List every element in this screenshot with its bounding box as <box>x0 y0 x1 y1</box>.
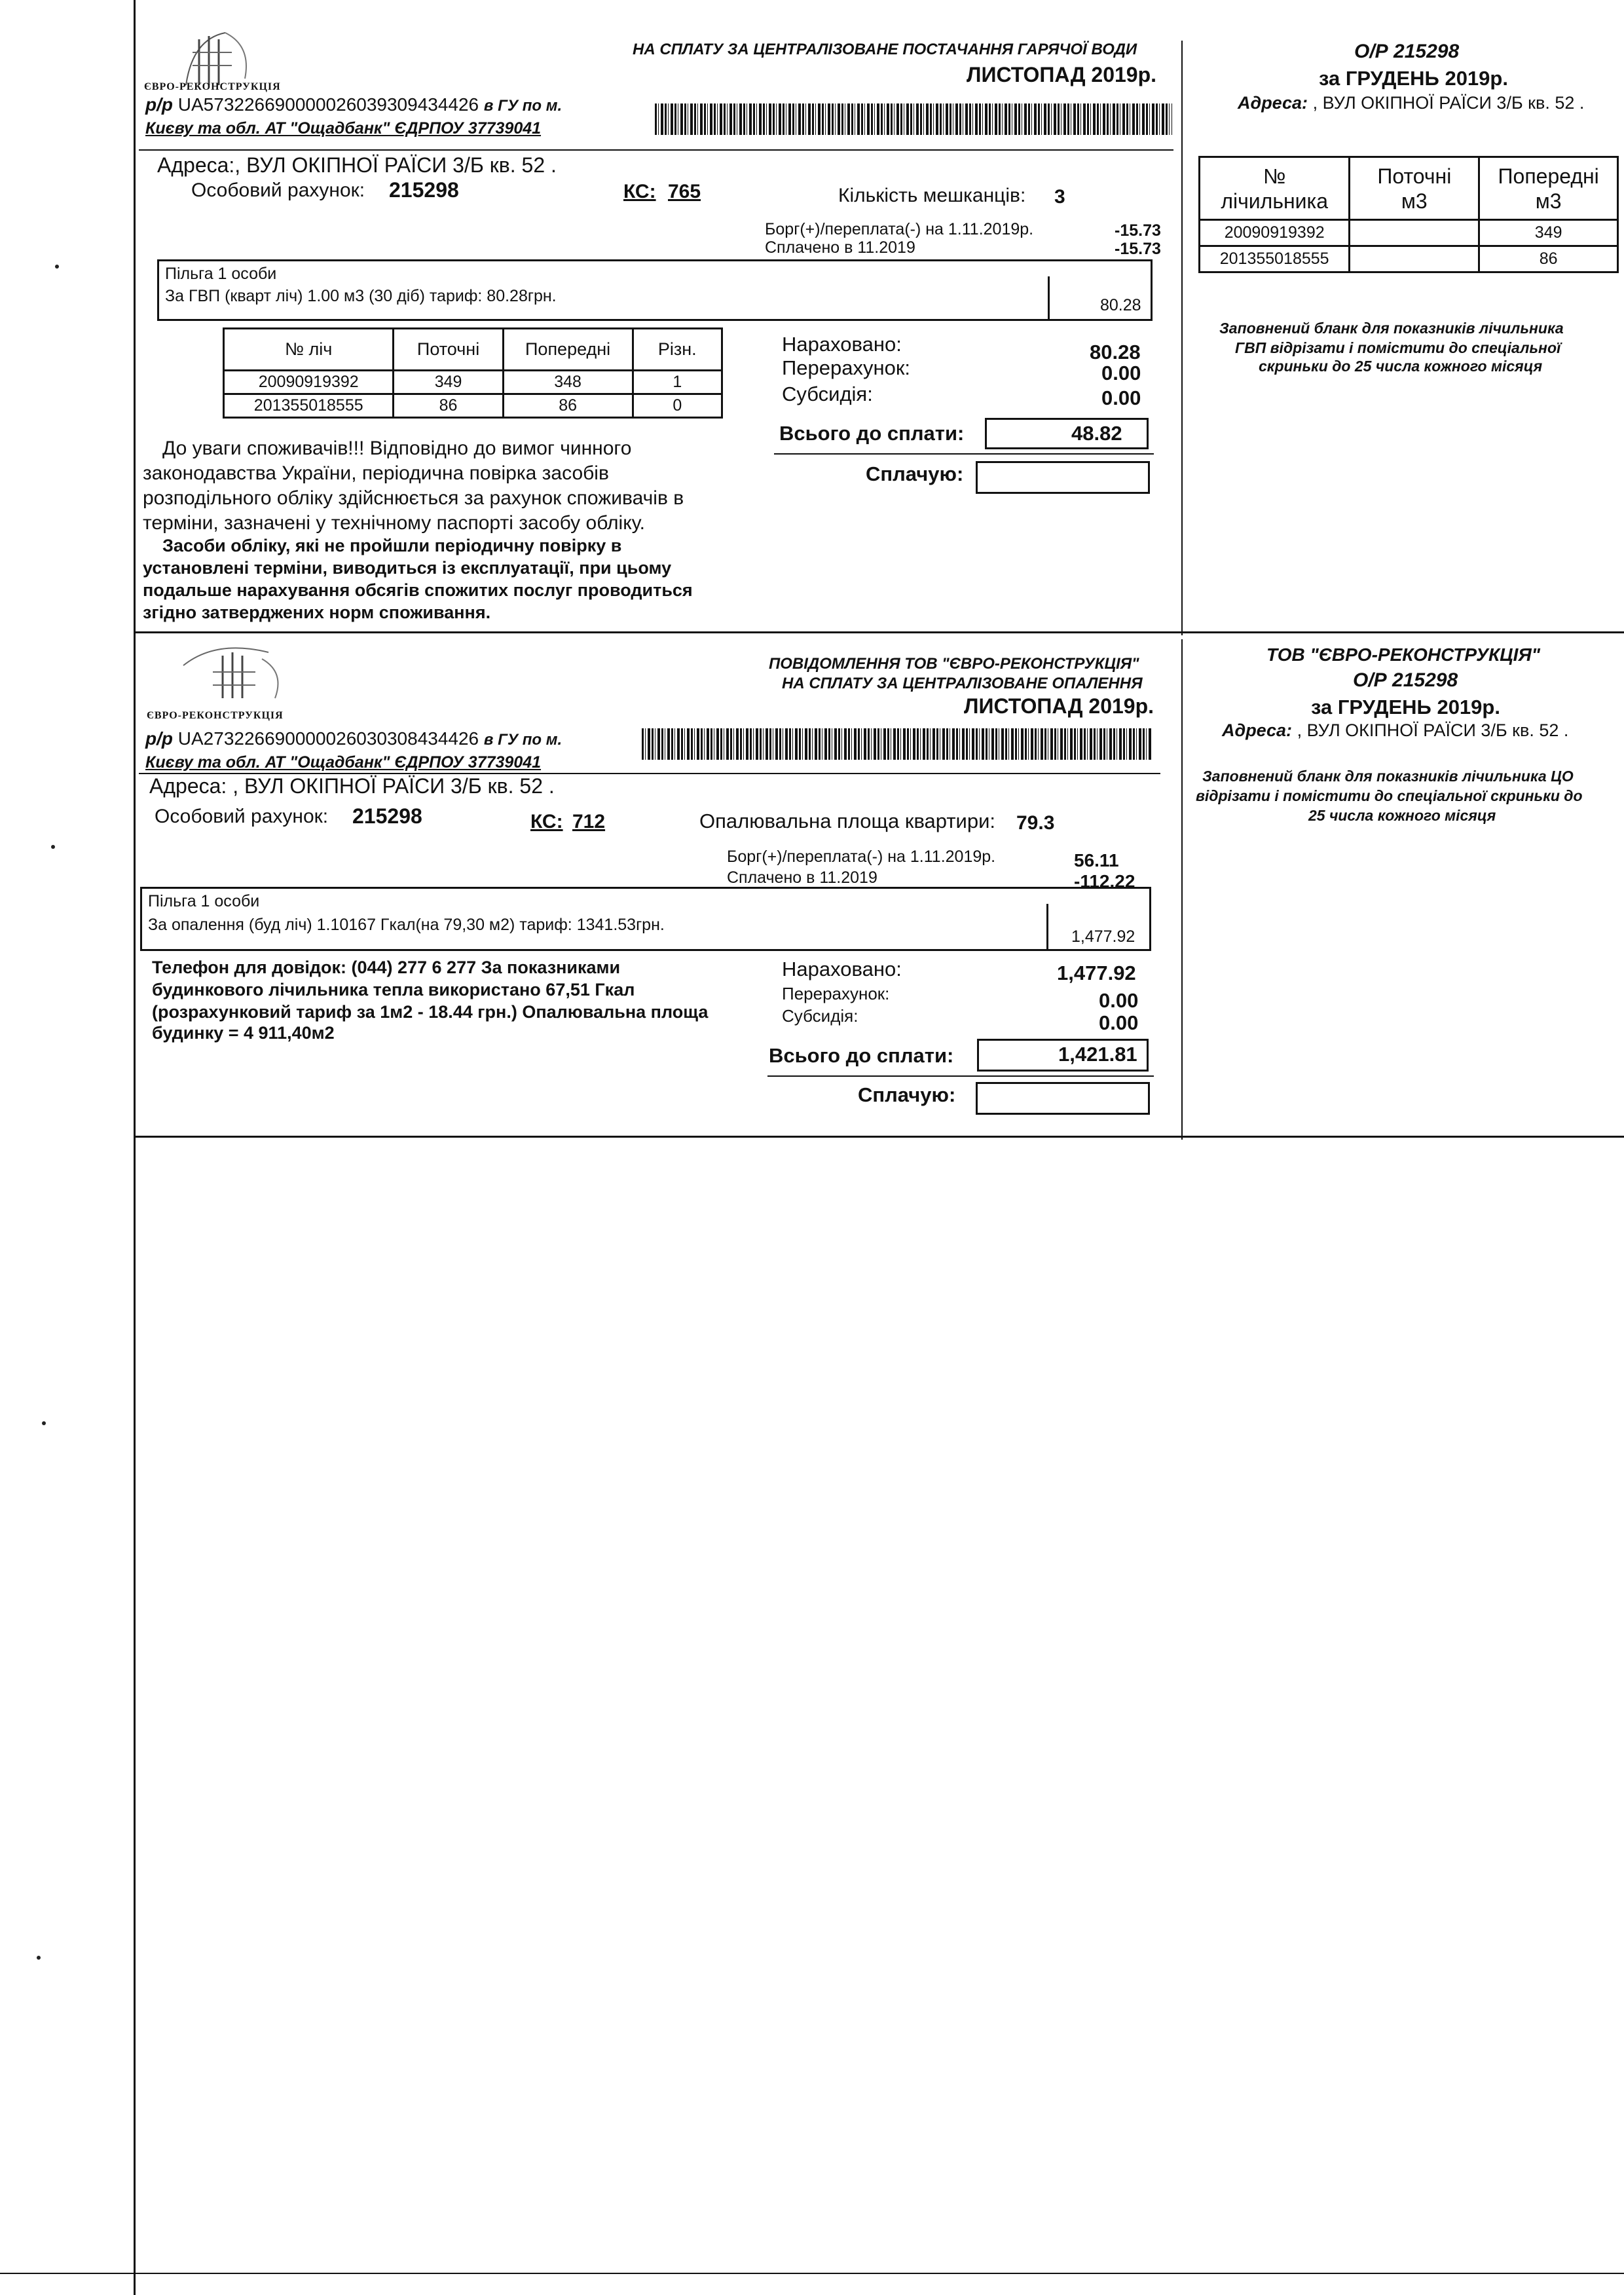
hw-residents: 3 <box>1054 186 1065 208</box>
hw-debt-value: -15.73 <box>1115 221 1161 240</box>
ht-header-line: НА СПЛАТУ ЗА ЦЕНТРАЛІЗОВАНЕ ОПАЛЕННЯ <box>782 675 1143 692</box>
hw-meter-cell: 348 <box>503 371 633 394</box>
hw-subsidy-label: Субсидія: <box>782 382 873 405</box>
hw-notice-line: згідно затверджених норм споживання. <box>143 603 491 622</box>
hws-note: Заповнений бланк для показників лічильника <box>1219 320 1564 337</box>
ht-total: 1,421.81 <box>1058 1043 1137 1066</box>
hws-header-line: лічильника <box>1221 189 1329 213</box>
hw-debt-label: Борг(+)/переплата(-) на 1.11.2019р. <box>765 220 1034 238</box>
ht-header-line: ПОВІДОМЛЕННЯ ТОВ "ЄВРО-РЕКОНСТРУКЦІЯ" <box>769 655 1139 673</box>
hts-op: О/Р 215298 <box>1353 669 1458 691</box>
hws-cell: 349 <box>1479 220 1618 246</box>
hws-cell: 20090919392 <box>1200 220 1350 246</box>
hw-address: Адреса:, ВУЛ ОКІПНОЇ РАЇСИ 3/Б кв. 52 . <box>157 153 557 177</box>
ht-period: ЛИСТОПАД 2019р. <box>964 694 1154 718</box>
table-row <box>224 394 722 418</box>
hws-op: О/Р 215298 <box>1354 41 1460 62</box>
hw-subsidy: 0.00 <box>1101 386 1141 409</box>
ht-debt-value: 56.11 <box>1074 850 1119 870</box>
hws-header-line: м3 <box>1535 189 1562 213</box>
hws-cell: 86 <box>1479 246 1618 272</box>
punch-dot <box>51 845 55 849</box>
hw-paid-label: Сплачено в 11.2019 <box>765 238 915 257</box>
ht-recalc-label: Перерахунок: <box>782 984 890 1003</box>
hts-address-label: Адреса: <box>1222 720 1293 740</box>
ht-area-label: Опалювальна площа квартири: <box>699 810 996 832</box>
ht-total-label: Всього до сплати: <box>769 1044 954 1067</box>
hw-iban: UA573226690000026039309434426 <box>177 94 479 115</box>
ht-pp-label: р/р <box>145 728 173 749</box>
page-bottom-line <box>0 2273 1624 2274</box>
hts-address-line <box>1222 720 1568 741</box>
hws-address-label: Адреса: <box>1238 93 1308 113</box>
ht-info-line: будинкового лічильника тепла використано 67,51 Гкал <box>152 980 635 999</box>
hw-meter-cell: 86 <box>503 394 633 418</box>
hw-total-box <box>985 418 1149 449</box>
ht-address-rule <box>139 773 1160 774</box>
hw-meter-cell: 201355018555 <box>224 394 394 418</box>
section-divider <box>134 631 1624 633</box>
hw-charge-amount: 80.28 <box>1100 296 1141 314</box>
ht-pay-field[interactable] <box>976 1082 1150 1115</box>
hws-header-line: № <box>1263 164 1286 188</box>
hws-period: за ГРУДЕНЬ 2019р. <box>1319 67 1508 90</box>
hw-personal-account-label: Особовий рахунок: <box>191 179 365 201</box>
hw-total-label: Всього до сплати: <box>779 422 965 445</box>
hw-meter-cell: 0 <box>633 394 722 418</box>
ht-bank-suffix: в ГУ по м. <box>483 731 563 749</box>
ht-accrued-label: Нараховано: <box>782 958 902 980</box>
ht-accrued: 1,477.92 <box>1057 961 1136 984</box>
hws-meter-table <box>1198 156 1619 273</box>
ht-charge-amount: 1,477.92 <box>1071 927 1135 946</box>
ht-benefit: Пільга 1 особи <box>148 892 260 910</box>
hts-note: відрізати і помістити до спеціальної скриньки до <box>1196 787 1583 804</box>
hw-personal-account: 215298 <box>389 178 459 202</box>
ht-charge-box-divider <box>1046 904 1048 951</box>
ht-info-line: Телефон для довідок: (044) 277 6 277 За показниками <box>152 958 621 977</box>
hws-address: , ВУЛ ОКІПНОЇ РАЇСИ 3/Б кв. 52 . <box>1312 93 1585 113</box>
hw-bank-line: Києву та обл. АТ "Ощадбанк" ЄДРПОУ 37739041 <box>145 119 542 138</box>
stub-divider-bottom <box>1181 639 1183 1140</box>
hw-notice-line: законодавства України, періодична повірка засобів <box>143 462 609 484</box>
hw-charge-line: За ГВП (кварт ліч) 1.00 м3 (30 діб) тариф: 80.28грн. <box>165 287 557 305</box>
hw-meter-table <box>223 327 723 419</box>
hw-notice-line: терміни, зазначені у технічному паспорті засобу обліку. <box>143 512 645 534</box>
ht-charge-line: За опалення (буд ліч) 1.10167 Гкал(на 79,30 м2) тариф: 1341.53грн. <box>148 916 665 934</box>
left-margin-line <box>134 0 136 2295</box>
hw-notice-line: установлені терміни, виводиться із експлуатації, при цьому <box>143 558 672 578</box>
ht-ks-label: КС: <box>530 811 563 832</box>
hws-header <box>1479 157 1618 220</box>
company-logo <box>177 639 288 702</box>
hw-paid-value: -15.73 <box>1115 240 1161 258</box>
ht-iban: UA273226690000026030308434426 <box>177 728 479 749</box>
hw-account-line <box>145 94 562 115</box>
hw-meter-header: № ліч <box>224 329 394 371</box>
hts-address: , ВУЛ ОКІПНОЇ РАЇСИ 3/Б кв. 52 . <box>1297 720 1569 740</box>
hw-notice-line: розподільного обліку здійснюється за рахунок споживачів в <box>143 487 684 509</box>
section-bottom-line <box>134 1136 1624 1138</box>
ht-paid-label: Сплачено в 11.2019 <box>727 868 877 887</box>
hws-cell: 201355018555 <box>1200 246 1350 272</box>
logo-icon <box>177 639 288 702</box>
hw-pay-field[interactable] <box>976 461 1150 494</box>
hts-note: Заповнений бланк для показників лічильника ЦО <box>1202 768 1574 785</box>
hws-cell[interactable] <box>1350 220 1479 246</box>
ht-subsidy-label: Субсидія: <box>782 1006 858 1026</box>
ht-account-line <box>145 728 562 749</box>
hw-header-line: НА СПЛАТУ ЗА ЦЕНТРАЛІЗОВАНЕ ПОСТАЧАННЯ ГАРЯЧОЇ ВОДИ <box>633 41 1137 58</box>
hts-period: за ГРУДЕНЬ 2019р. <box>1311 696 1500 718</box>
hw-meter-cell: 20090919392 <box>224 371 394 394</box>
hw-total: 48.82 <box>1071 422 1122 445</box>
hw-accrued-label: Нараховано: <box>782 333 902 356</box>
table-row <box>1200 246 1618 272</box>
ht-info-line: будинку = 4 911,40м2 <box>152 1023 335 1043</box>
ht-area: 79.3 <box>1016 812 1055 834</box>
hw-ks-value: 765 <box>668 181 701 202</box>
hw-accrued: 80.28 <box>1090 341 1141 364</box>
hw-meter-header: Різн. <box>633 329 722 371</box>
hw-meter-cell: 349 <box>394 371 503 394</box>
ht-subsidy: 0.00 <box>1099 1011 1139 1034</box>
hw-residents-label: Кількість мешканців: <box>838 185 1026 206</box>
ht-pay-label: Сплачую: <box>858 1083 956 1106</box>
hw-bank-suffix: в ГУ по м. <box>483 97 563 115</box>
hw-charge-box-divider <box>1048 276 1050 321</box>
hw-benefit: Пільга 1 особи <box>165 265 277 283</box>
ht-address: Адреса: , ВУЛ ОКІПНОЇ РАЇСИ 3/Б кв. 52 . <box>149 774 555 798</box>
hts-note: 25 числа кожного місяця <box>1308 807 1496 824</box>
hw-meter-cell: 86 <box>394 394 503 418</box>
ht-debt-label: Борг(+)/переплата(-) на 1.11.2019р. <box>727 848 996 866</box>
hw-pay-label: Сплачую: <box>866 462 964 485</box>
punch-dot <box>37 1956 41 1960</box>
hw-ks-label: КС: <box>623 181 656 202</box>
hw-meter-cell: 1 <box>633 371 722 394</box>
hws-header-line: Попередні <box>1498 164 1599 188</box>
hws-header-line: Поточні <box>1377 164 1452 188</box>
punch-dot <box>42 1421 46 1425</box>
ht-ks-value: 712 <box>572 811 606 832</box>
hw-period: ЛИСТОПАД 2019р. <box>967 63 1157 86</box>
hws-header <box>1200 157 1350 220</box>
logo-caption: ЄВРО-РЕКОНСТРУКЦІЯ <box>147 710 284 721</box>
hts-company: ТОВ "ЄВРО-РЕКОНСТРУКЦІЯ" <box>1266 644 1541 665</box>
ht-personal-account: 215298 <box>352 804 422 828</box>
hw-meter-header: Поточні <box>394 329 503 371</box>
hw-barcode <box>655 103 1172 135</box>
hw-header-rule <box>139 149 1173 151</box>
hws-cell[interactable] <box>1350 246 1479 272</box>
punch-dot <box>55 265 59 269</box>
hw-recalc-label: Перерахунок: <box>782 356 911 379</box>
hw-pp-label: р/р <box>145 94 173 115</box>
hw-notice-line: подальше нарахування обсягів спожитих послуг проводиться <box>143 580 693 600</box>
ht-bank-line: Києву та обл. АТ "Ощадбанк" ЄДРПОУ 37739041 <box>145 753 542 772</box>
ht-paid-value: -112.22 <box>1074 871 1135 891</box>
hw-meter-header: Попередні <box>503 329 633 371</box>
hws-header <box>1350 157 1479 220</box>
logo-caption: ЄВРО-РЕКОНСТРУКЦІЯ <box>144 81 281 92</box>
ht-total-rule <box>767 1075 1154 1077</box>
ht-barcode <box>642 728 1153 760</box>
hw-notice-line: Засоби обліку, які не пройшли періодичну повірку в <box>162 536 622 555</box>
hws-note: ГВП відрізати і помістити до спеціальної <box>1235 339 1561 356</box>
hws-note: скриньки до 25 числа кожного місяця <box>1259 358 1543 375</box>
hw-recalc: 0.00 <box>1101 362 1141 384</box>
hws-header-line: м3 <box>1401 189 1428 213</box>
hws-address-line <box>1238 93 1584 113</box>
ht-recalc: 0.00 <box>1099 989 1139 1012</box>
ht-personal-account-label: Особовий рахунок: <box>155 806 329 827</box>
stub-divider-top <box>1181 41 1183 635</box>
hw-notice-line: До уваги споживачів!!! Відповідно до вимог чинного <box>162 438 632 459</box>
hw-total-rule <box>774 453 1154 455</box>
table-row <box>224 371 722 394</box>
ht-info-line: (розрахунковий тариф за 1м2 - 18.44 грн.) Опалювальна площа <box>152 1002 709 1022</box>
table-row <box>1200 220 1618 246</box>
